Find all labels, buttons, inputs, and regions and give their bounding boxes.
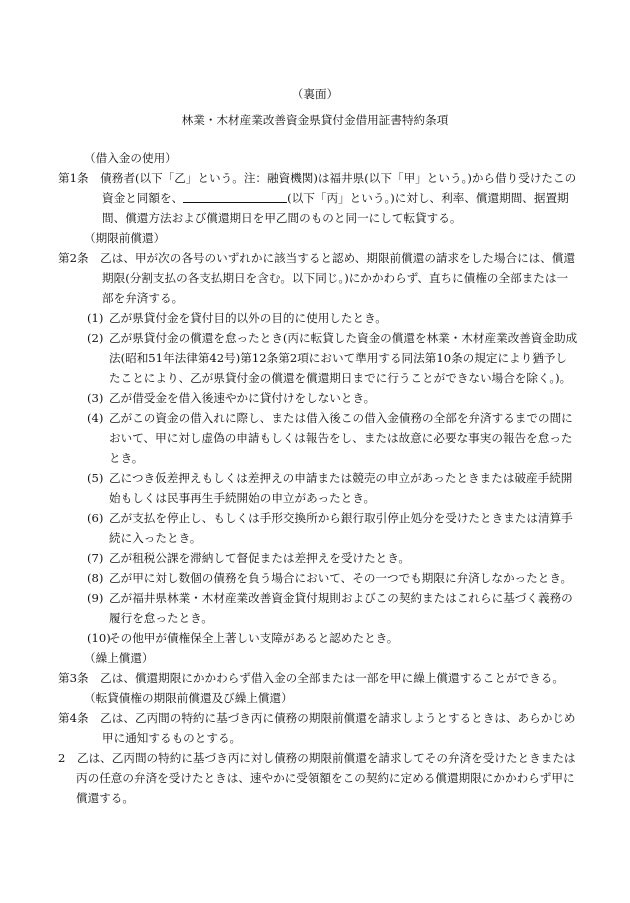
item-text: 乙が県貸付金を貸付目的以外の目的に使用したとき。 bbox=[109, 311, 387, 325]
article-4 bbox=[58, 708, 578, 748]
item-number: (6) bbox=[87, 511, 104, 525]
list-item bbox=[58, 588, 578, 628]
article-4-number: 第4条 bbox=[58, 711, 89, 725]
item-number: (5) bbox=[87, 471, 104, 485]
item-text: 乙が支払を停止し、もしくは手形交換所から銀行取引停止処分を受けたときまたは清算手続に入ったとき。 bbox=[109, 511, 573, 545]
list-item bbox=[58, 548, 578, 568]
article-1 bbox=[58, 168, 578, 228]
item-text: 乙が甲に対し数個の債務を負う場合において、その一つでも期限に弁済しなかったとき。 bbox=[109, 571, 573, 585]
item-text: 乙につき仮差押えもしくは差押えの申請または競売の申立があったときまたは破産手続開始もしくは民事再生手続開始の申立があったとき。 bbox=[109, 471, 573, 505]
item-text: 乙が租税公課を滞納して督促または差押えを受けたとき。 bbox=[109, 551, 410, 565]
article-2 bbox=[58, 248, 578, 308]
item-number: (3) bbox=[87, 391, 104, 405]
item-number: (1) bbox=[87, 311, 104, 325]
article-2-text: 乙は、甲が次の各号のいずれかに該当すると認め、期限前償還の請求をした場合には、償還期限(分割支払の各支払期日を含む。以下同じ。)にかかわらず、直ちに債権の全部または一部を弁済する。 bbox=[88, 251, 576, 305]
paragraph-text: 乙は、乙丙間の特約に基づき丙に対し債務の期限前償還を請求してその弁済を受けたときまたは丙の任意の弁済を受けたときは、速やかに受領額をこの契約に定める償還期限にかかわらず甲に償還する。 bbox=[65, 751, 576, 805]
blank-fill-line bbox=[183, 190, 287, 203]
paragraph-number: 2 bbox=[58, 751, 66, 765]
list-item bbox=[58, 308, 578, 328]
item-number: (8) bbox=[87, 571, 104, 585]
list-item bbox=[58, 468, 578, 508]
article-4-heading: （転貸債権の期限前償還及び繰上償還） bbox=[84, 691, 293, 705]
item-number: (9) bbox=[87, 591, 104, 605]
list-item bbox=[58, 568, 578, 588]
list-item bbox=[58, 328, 578, 388]
item-text: 乙が福井県林業・木材産業改善資金貸付規則およびこの契約またはこれらに基づく義務の履行を怠ったとき。 bbox=[109, 591, 573, 625]
item-text: その他甲が債権保全上著しい支障があると認めたとき。 bbox=[109, 631, 399, 645]
list-item bbox=[58, 388, 578, 408]
article-2-heading: （期限前償還） bbox=[84, 231, 166, 245]
list-item bbox=[58, 508, 578, 548]
article-4-paragraph-2 bbox=[58, 748, 578, 808]
side-label: （裏面） bbox=[291, 87, 339, 101]
article-3 bbox=[58, 668, 578, 688]
item-text: 乙が県貸付金の償還を怠ったとき(丙に転貸した資金の償還を林業・木材産業改善資金助成法(昭和51年法律第42号)第12条第2項において準用する同法第10条の規定により猶予したことにより、乙が県貸付金の償還を償還期日までに行うことができない場合を除く。)。 bbox=[109, 331, 578, 385]
item-number: (2) bbox=[87, 331, 104, 345]
item-number: (10) bbox=[87, 631, 111, 645]
article-2-number: 第2条 bbox=[58, 251, 89, 265]
article-1-number: 第1条 bbox=[58, 171, 89, 185]
article-4-text: 乙は、乙丙間の特約に基づき丙に債務の期限前償還を請求しようとするときは、あらかじめ甲に通知するものとする。 bbox=[88, 711, 576, 745]
item-number: (4) bbox=[87, 411, 104, 425]
article-3-heading: （繰上償還） bbox=[84, 651, 154, 665]
article-3-number: 第3条 bbox=[58, 671, 89, 685]
document-title: 林業・木材産業改善資金県貸付金借用証書特約条項 bbox=[181, 113, 449, 127]
document-body bbox=[58, 148, 578, 808]
article-3-text: 乙は、償還期限にかかわらず借入金の全部または一部を甲に繰上償還することができる。 bbox=[88, 671, 564, 685]
article-1-heading: （借入金の使用） bbox=[84, 151, 177, 165]
item-text: 乙がこの資金の借入れに際し、または借入後この借入金債務の全部を弁済するまでの間において、甲に対し虚偽の申請もしくは報告をし、または故意に必要な事実の報告を怠ったとき。 bbox=[109, 411, 573, 465]
article-1-text-after: (以下「丙」という。)に対し、利率、償還期間、据置期間、償還方法および償還期日を甲乙間のものと同一にして転貸する。 bbox=[102, 191, 569, 225]
list-item bbox=[58, 408, 578, 468]
list-item bbox=[58, 628, 578, 648]
article-1-text-before: 債務者(以下「乙」という。注：融資機関)は福井県(以下「甲」という。)から借り受けたこの資金と同額を、 bbox=[88, 171, 577, 205]
item-number: (7) bbox=[87, 551, 104, 565]
item-text: 乙が借受金を借入後速やかに貸付けをしないとき。 bbox=[109, 391, 376, 405]
